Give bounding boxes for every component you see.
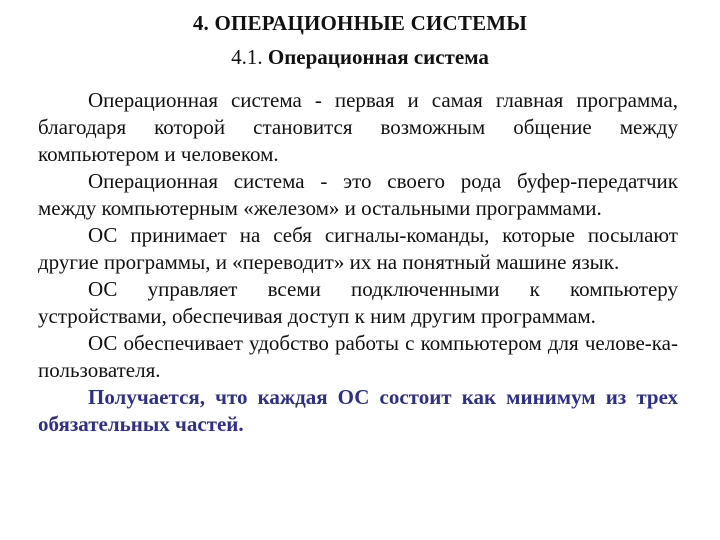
conclusion-paragraph: Получается, что каждая ОС состоит как минимум из трех обязательных частей.	[38, 385, 678, 436]
body-text	[38, 87, 678, 438]
section-title: 4. ОПЕРАЦИОННЫЕ СИСТЕМЫ	[192, 11, 528, 35]
paragraph-5: ОС обеспечивает удобство работы с компьютером для челове-ка-пользователя.	[38, 331, 678, 382]
subsection-title	[0, 44, 720, 70]
subsection-number: 4.1.	[231, 45, 263, 69]
paragraph-1: Операционная система - первая и самая главная программа, благодаря которой становится возможным общение между компьютером и человеком.	[38, 88, 678, 166]
paragraph-3: ОС принимает на себя сигналы-команды, которые посылают другие программы, и «переводит» их на понятный машине язык.	[38, 223, 678, 274]
subsection-text: Операционная система	[267, 45, 489, 69]
paragraph-4: ОС управляет всеми подключенными к компьютеру устройствами, обеспечивая доступ к ним другим программам.	[38, 277, 678, 328]
paragraph-2: Операционная система - это своего рода буфер-передатчик между компьютерным «железом» и остальными программами.	[38, 169, 678, 220]
